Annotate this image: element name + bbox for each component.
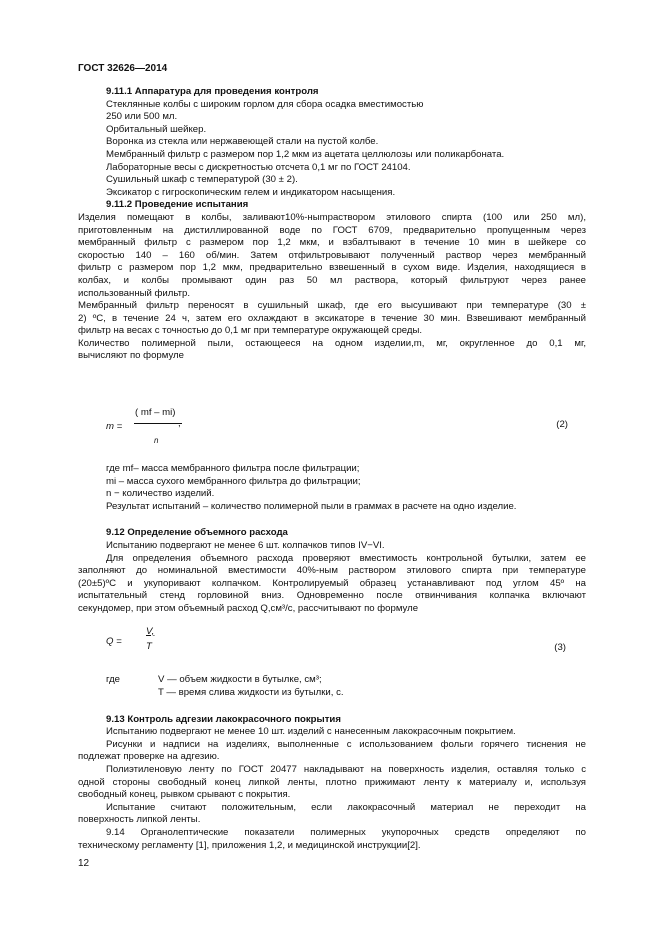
text-line: техническому регламенту [1], приложения 1,2, и медицинской инструкции[2]. <box>78 839 421 851</box>
text-line: Количество полимерной пыли, остающееся на одном изделии,m, мг, округленное до 0,1 мг, <box>78 337 586 349</box>
apparatus-line: Орбитальный шейкер. <box>106 123 207 135</box>
text-line: Полиэтиленовую ленту по ГОСТ 20477 накладывают на поверхность изделия, оставляя только с <box>106 763 586 775</box>
text-line: одной стороны свободный конец липкой ленты, плотно прижимают ленту к материалу и, используя <box>78 776 586 788</box>
text-line: секундомер, при этом объемный расход Q,см³/с, рассчитывают по формуле <box>78 603 419 614</box>
text-line: Испытанию подвергают не менее 6 шт. колпачков типов IV−VI. <box>106 540 385 552</box>
where-line: T — время слива жидкости из бутылки, с. <box>158 686 344 698</box>
apparatus-line: Стеклянные колбы с широким горлом для сбора осадка вместимостью <box>106 98 424 110</box>
text-line: 9.14 Органолептические показатели полимерных укупорочных средств определяют по <box>106 826 586 838</box>
page-number: 12 <box>78 858 90 869</box>
section-title-9-12: 9.12 Определение объемного расхода <box>106 527 288 539</box>
apparatus-line: Мембранный фильтр с размером пор 1,2 мкм из ацетата целлюлозы или поликарбоната. <box>106 148 505 160</box>
formula-numerator: ( mf – mi) <box>135 407 176 419</box>
text-line: Мембранный фильтр переносят в сушильный шкаф, где его высушивают при температуре (30 ± <box>78 300 586 312</box>
where-block <box>106 674 586 700</box>
text-line: мембранный фильтр с размером пор 1,2 мкм, и взбалтывают в течение 10 мин в шейкере со <box>78 237 586 249</box>
text-line: фильтр с размером пор 1,2 мкм, предварительно взвешенный в сухом виде. Изделия, находящиеся в <box>78 262 586 274</box>
apparatus-line: Воронка из стекла или нержавеющей стали на пустой колбе. <box>106 136 379 148</box>
apparatus-line: Лабораторные весы с дискретностью отсчета 0,1 мг по ГОСТ 24104. <box>106 161 411 173</box>
section-title-9-13: 9.13 Контроль адгезии лакокрасочного покрытия <box>106 713 341 725</box>
section-title-9-11-2: 9.11.2 Проведение испытания <box>106 199 249 211</box>
text-line: заполняют до номинальной вместимости 40%-ным раствором этилового спирта при температуре <box>78 565 586 577</box>
text-line: Испытанию подвергают не менее 10 шт. изделий с нанесенным лакокрасочным покрытием. <box>106 726 516 738</box>
text-line: (20±5)ºС и укупоривают колпачком. Контролируемый образец устанавливают под углом 45º на <box>78 577 586 589</box>
text-line: Изделия помещают в колбы, заливают10%-ныmраствором этилового спирта (100 или 250 мл), <box>78 211 586 223</box>
where-line: mi – масса сухого мембранного фильтра до фильтрации; <box>106 475 361 487</box>
paragraph-flow <box>78 553 586 616</box>
apparatus-line: Эксикатор с гигроскопическим гелем и индикатором насыщения. <box>106 186 396 198</box>
text-line: использованный фильтр. <box>78 287 191 299</box>
formula-comma: , <box>178 418 181 430</box>
formula-denominator: T <box>146 640 152 652</box>
paragraph-procedure <box>78 212 586 363</box>
text-line: Для определения объемного расхода проверяют вместимость контрольной бутылки, затем ее <box>106 552 586 564</box>
text-line: свободный конец, рывком срывают с покрытия. <box>78 789 291 801</box>
text-line: вычисляют по формуле <box>78 350 184 362</box>
paragraph-adhesion <box>78 739 586 852</box>
apparatus-line: Сушильный шкаф с температурой (30 ± 2). <box>106 174 298 186</box>
text-line: скоростью 140 – 160 об/мин. Затем отфильтровывают полученный раствор через мембранный <box>78 249 586 261</box>
text-line: Рисунки и надписи на изделиях, выполненные с использованием фольги горячего тиснения не <box>106 738 586 750</box>
apparatus-line: 250 или 500 мл. <box>106 111 178 123</box>
formula-3 <box>106 626 586 674</box>
text-line: Испытание считают положительным, если лакокрасочный материал не переходит на <box>106 801 586 813</box>
text-line: приготовленным на дистиллированной воде по ГОСТ 6709, предварительно пропущенным через <box>78 224 586 236</box>
formula-denominator: n <box>154 436 159 446</box>
text-line: фильтр на весах с точностью до 0,1 мг при температуре окружающей среды. <box>78 325 423 337</box>
page-body <box>78 86 586 852</box>
formula-lhs: Q = <box>106 635 122 647</box>
section-title-9-11-1: 9.11.1 Аппаратура для проведения контроля <box>106 86 319 97</box>
formula-lhs: m = <box>106 421 123 433</box>
text-line: колбах, и колбы промывают один раз 50 мл раствора, который фильтруют через ранее <box>78 274 586 286</box>
text-line: 2) ºС, в течение 24 ч, затем его охлаждают в эксикаторе в течение 30 мин. Взвешивают мембранный <box>78 312 586 324</box>
where-label: где <box>106 673 121 685</box>
text-line: подлежат проверке на адгезию. <box>78 751 220 763</box>
document-number: ГОСТ 32626—2014 <box>78 63 168 74</box>
formula-2 <box>106 397 586 463</box>
result-line: Результат испытаний – количество полимерной пыли в граммах в расчете на одно изделие. <box>106 500 517 512</box>
where-line: n − количество изделий. <box>106 488 215 500</box>
fraction-bar <box>134 423 182 424</box>
formula-number: (3) <box>554 641 566 653</box>
text-line: испытательный стенд горловиной вниз. Одновременно после отвинчивания колпачка включают <box>78 590 586 602</box>
formula-numerator: V, <box>146 625 155 637</box>
where-line: где mf– масса мембранного фильтра после фильтрации; <box>106 463 360 475</box>
text-line: поверхность липкой ленты. <box>78 814 201 826</box>
where-line: V — объем жидкости в бутылке, см³; <box>158 673 322 685</box>
formula-number: (2) <box>556 419 568 431</box>
